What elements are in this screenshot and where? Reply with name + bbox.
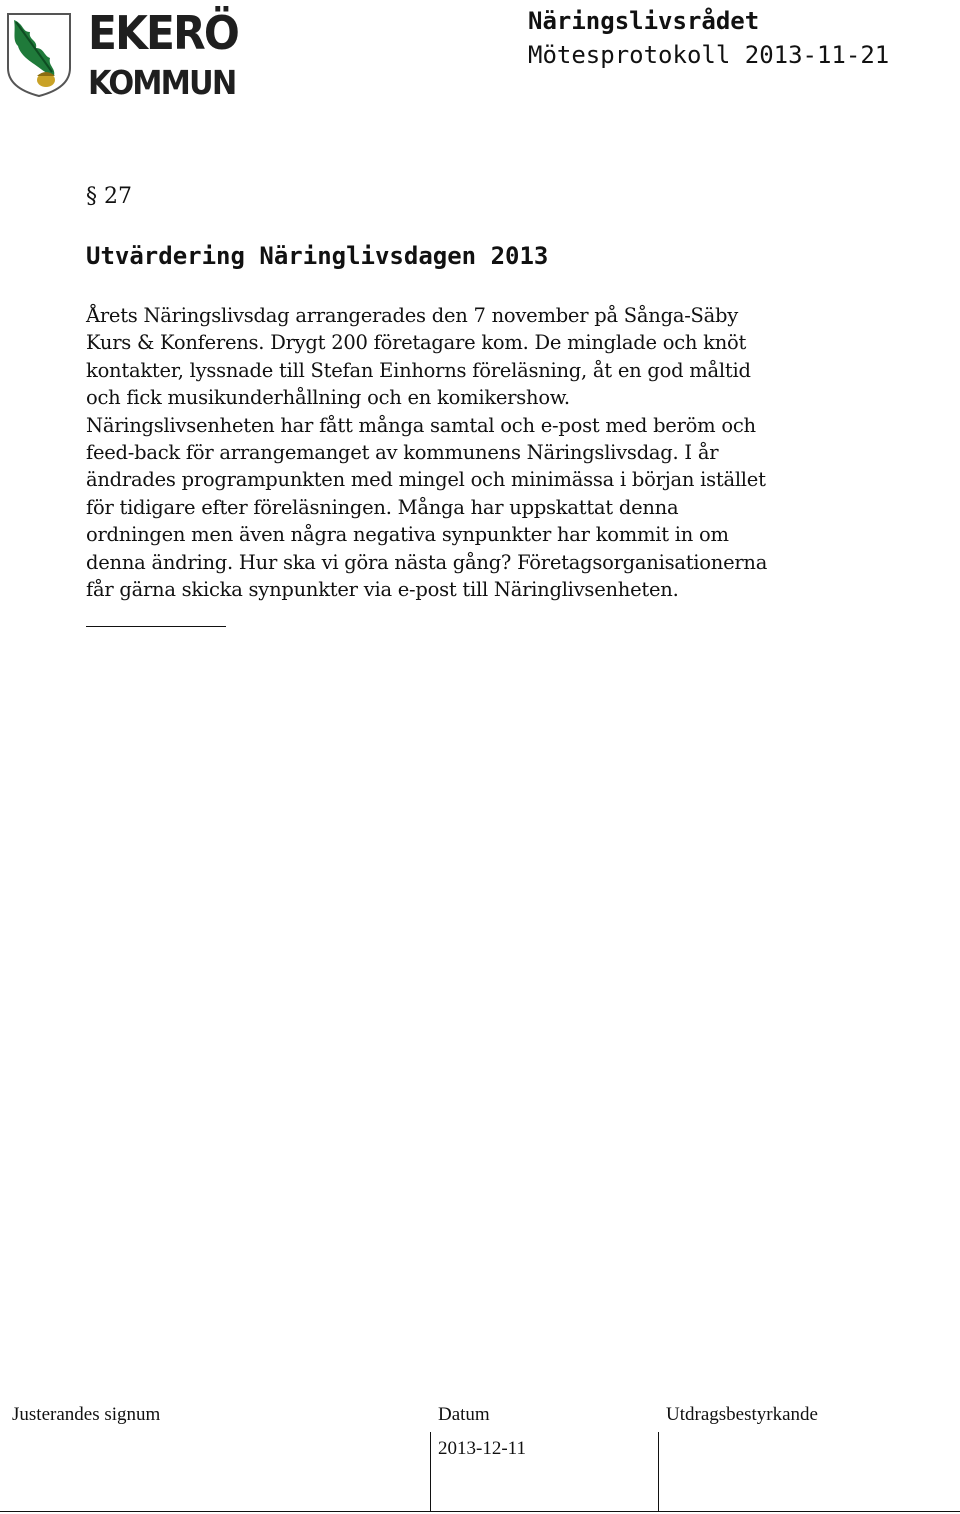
body-line: och fick musikunderhållning och en komikershow. (86, 386, 570, 410)
body-line: denna ändring. Hur ska vi göra nästa gång? Företagsorganisationerna (86, 550, 768, 574)
logo-name-bottom: KOMMUN (88, 63, 236, 102)
footer-date-label: Datum (438, 1404, 490, 1425)
header-document-title: Mötesprotokoll 2013-11-21 (528, 41, 890, 69)
footer-divider-right (658, 1432, 659, 1512)
paragraph-number: § 27 (86, 184, 132, 209)
body-line: ändrades programpunkten med mingel och minimässa i början istället (86, 468, 766, 492)
footer-baseline (0, 1511, 960, 1512)
body-line: kontakter, lyssnade till Stefan Einhorns föreläsning, åt en god måltid (86, 358, 751, 382)
body-line: för tidigare efter föreläsningen. Många har uppskattat denna (86, 495, 679, 519)
logo-name-top: EKERÖ (88, 6, 238, 60)
body-line: Årets Näringslivsdag arrangerades den 7 november på Sånga-Säby (86, 304, 739, 327)
footer-divider-left (430, 1432, 431, 1512)
body-line: Kurs & Konferens. Drygt 200 företagare kom. De minglade och knöt (86, 331, 747, 355)
section-body (86, 302, 876, 603)
footer-certification-label: Utdragsbestyrkande (666, 1404, 818, 1425)
footer-signature-label: Justerandes signum (12, 1404, 161, 1425)
section-divider (86, 626, 226, 627)
header-organization: Näringslivsrådet (528, 7, 760, 35)
municipality-logo (4, 6, 254, 102)
footer-date-value: 2013-12-11 (438, 1438, 526, 1459)
body-line: feed-back för arrangemanget av kommunens Näringslivsdag. I år (86, 441, 719, 465)
body-line: får gärna skicka synpunkter via e-post till Näringlivsenheten. (86, 578, 679, 602)
body-line: Näringslivsenheten har fått många samtal och e-post med beröm och (86, 413, 756, 437)
oak-leaf-acorn-shield-icon (4, 10, 74, 98)
body-line: ordningen men även några negativa synpunkter har kommit in om (86, 523, 729, 547)
document-header (528, 4, 889, 72)
section-title: Utvärdering Näringlivsdagen 2013 (86, 242, 549, 270)
